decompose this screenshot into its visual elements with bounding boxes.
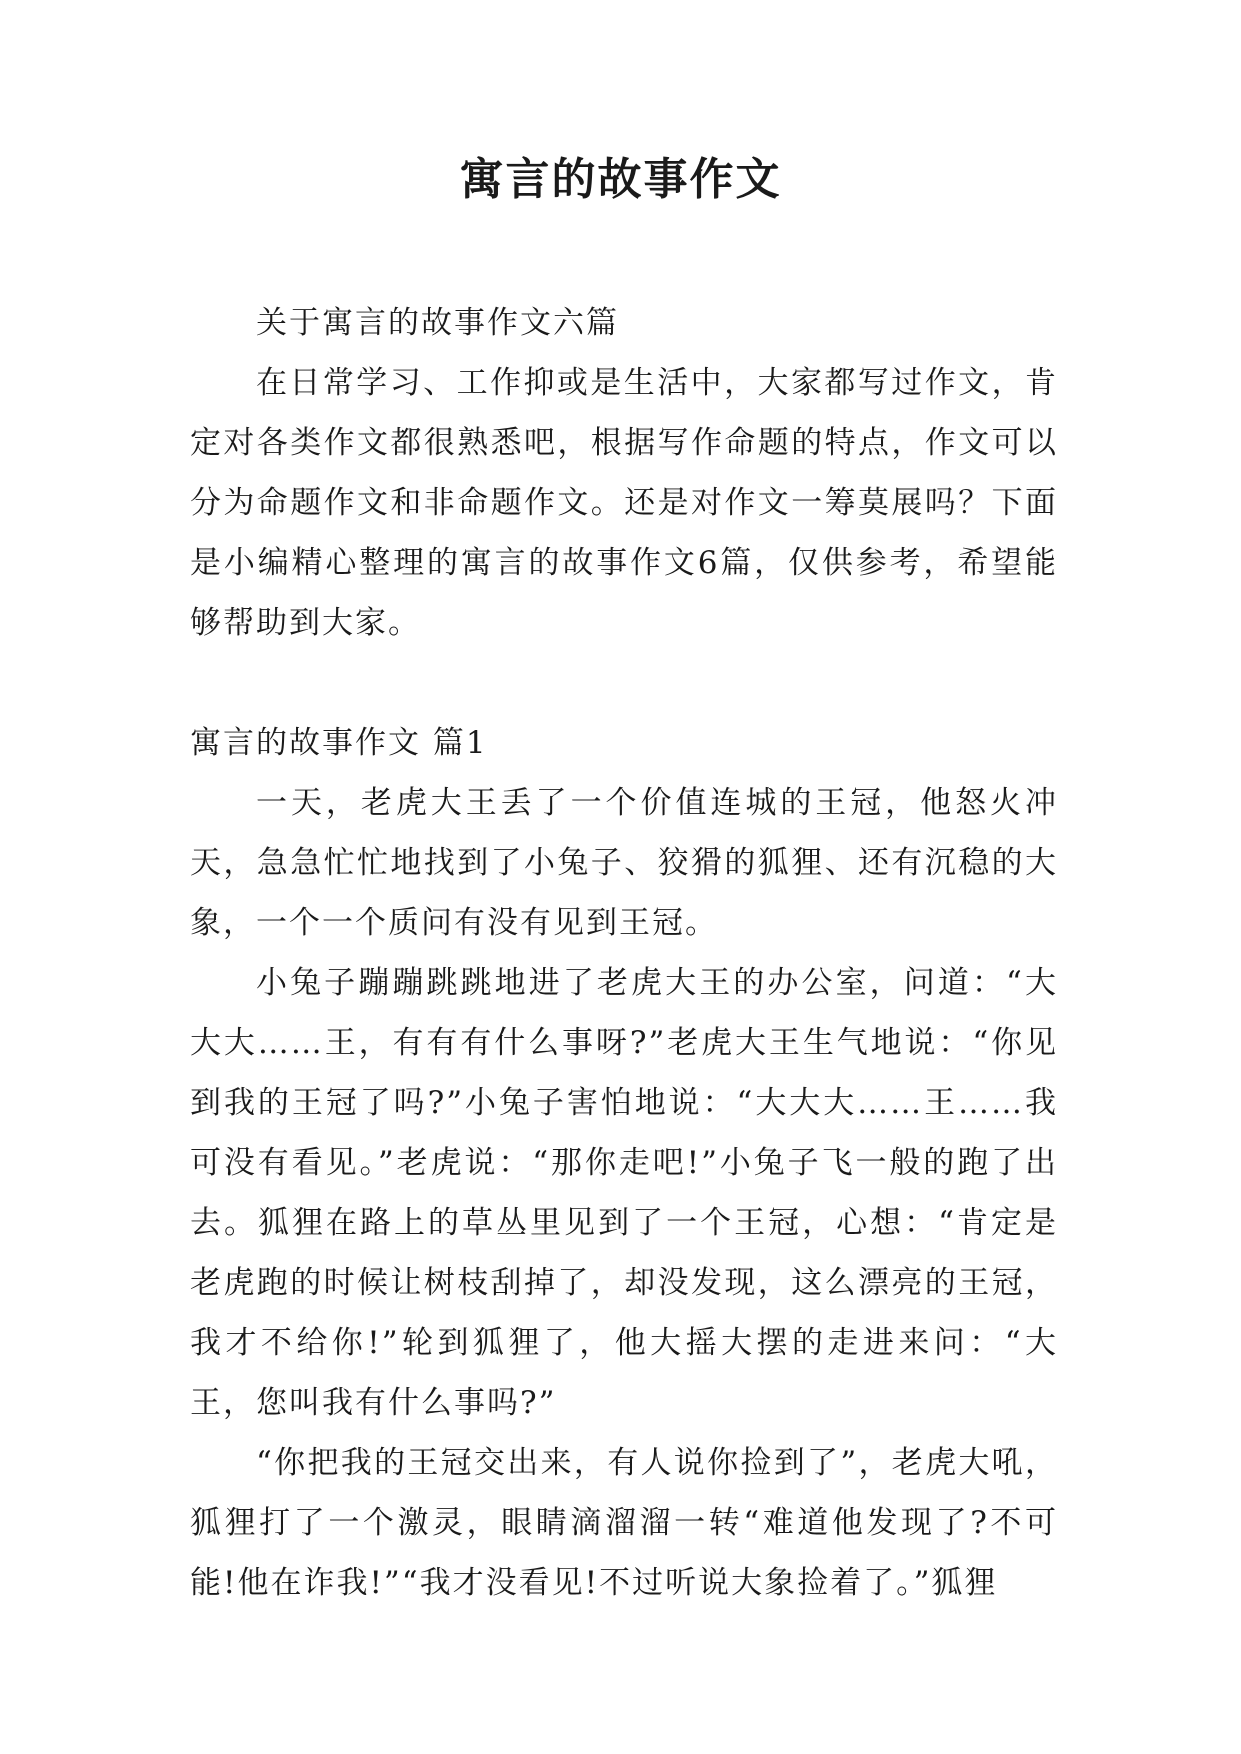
story-paragraph: “你把我的王冠交出来，有人说你捡到了”，老虎大吼，狐狸打了一个激灵，眼睛滴溜溜一转“难道他发现了?不可能!他在诈我!”“我才没看见!不过听说大象捡着了。”狐狸 xyxy=(190,1445,1058,1601)
section-spacer xyxy=(190,653,1058,713)
story-paragraph: 一天，老虎大王丢了一个价值连城的王冠，他怒火冲天，急急忙忙地找到了小兔子、狡猾的狐狸、还有沉稳的大象，一个一个质问有没有见到王冠。 xyxy=(190,785,1058,941)
intro-heading: 关于寓言的故事作文六篇 xyxy=(256,305,619,341)
section-heading: 寓言的故事作文 篇1 xyxy=(190,725,488,761)
intro-paragraph: 在日常学习、工作抑或是生活中，大家都写过作文，肯定对各类作文都很熟悉吧，根据写作命题的特点，作文可以分为命题作文和非命题作文。还是对作文一筹莫展吗？下面是小编精心整理的寓言的故事作文6篇，仅供参考，希望能够帮助到大家。 xyxy=(190,365,1058,641)
document-title: 寓言的故事作文 xyxy=(459,154,782,205)
story-paragraph: 小兔子蹦蹦跳跳地进了老虎大王的办公室，问道：“大大大……王，有有有什么事呀?”老虎大王生气地说：“你见到我的王冠了吗?”小兔子害怕地说：“大大大……王……我可没有看见。”老虎说：“那你走吧!”小兔子飞一般的跑了出去。狐狸在路上的草丛里见到了一个王冠，心想：“肯定是老虎跑的时候让树枝刮掉了，却没发现，这么漂亮的王冠，我才不给你!”轮到狐狸了，他大摇大摆的走进来问：“大王，您叫我有什么事吗?” xyxy=(190,965,1058,1421)
document-body xyxy=(190,293,1058,1613)
